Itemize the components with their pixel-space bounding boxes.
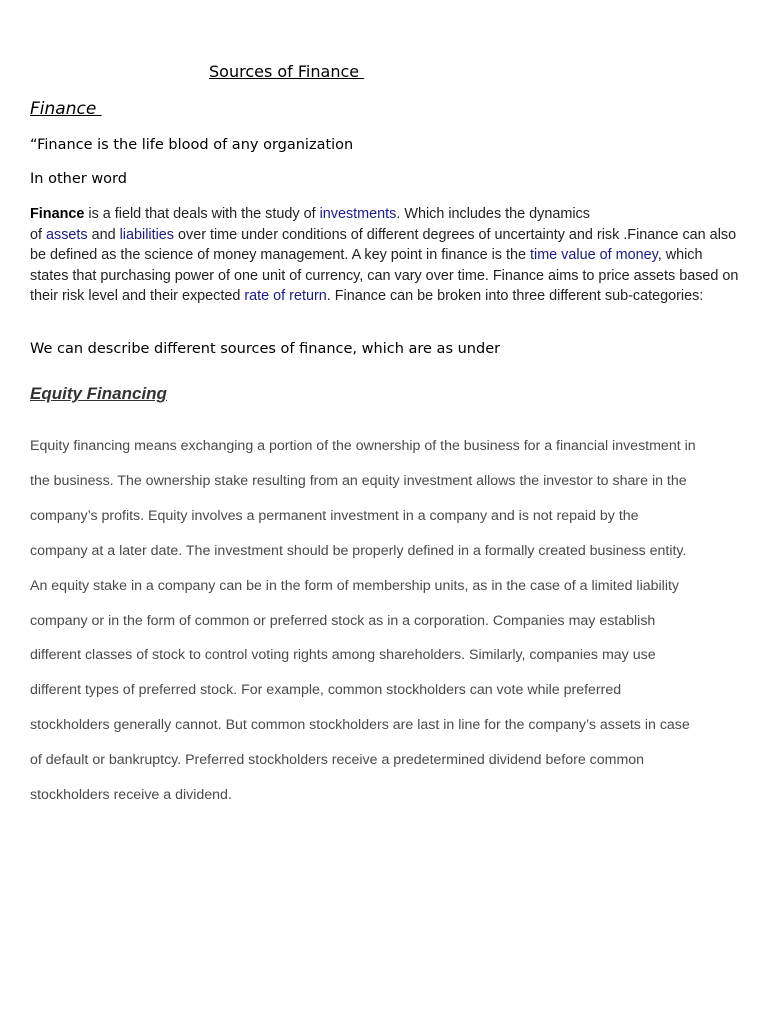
definition-text: . Which includes the dynamics bbox=[396, 206, 590, 222]
paragraph-line: different types of preferred stock. For example, common stockholders can vote while preferred bbox=[30, 682, 622, 699]
assets-link[interactable]: assets bbox=[46, 226, 88, 243]
investments-link[interactable]: investments bbox=[319, 206, 397, 222]
definition-text: of bbox=[30, 226, 46, 243]
equity-financing-heading: Equity Financing bbox=[30, 384, 167, 403]
paragraph-line: Equity financing means exchanging a portion of the ownership of the business for a financial investment in bbox=[30, 438, 696, 454]
paragraph-line: An equity stake in a company can be in the form of membership units, as in the case of a limited liability bbox=[30, 577, 680, 594]
document-title: Sources of Finance bbox=[209, 62, 365, 81]
time-value-of-money-link[interactable]: time value of money bbox=[530, 247, 658, 264]
definition-text: and bbox=[87, 226, 120, 243]
definition-text: , which states that purchasing power of one unit of currency, can vary over time. Finance aims to price assets based on their risk level and their expected bbox=[30, 247, 739, 305]
sources-intro-line: We can describe different sources of finance, which are as under bbox=[30, 341, 501, 357]
quote-line: “Finance is the life blood of any organization bbox=[30, 137, 354, 153]
paragraph-line: stockholders generally cannot. But common stockholders are last in line for the company’s assets in case bbox=[30, 717, 690, 734]
paragraph-line: different classes of stock to control voting rights among shareholders. Similarly, companies may use bbox=[30, 647, 656, 664]
definition-text: over time under conditions of different degrees of uncertainty and risk .Finance can also be defined as the science of money management. A key point in finance is the bbox=[30, 226, 737, 264]
paragraph-line: stockholders receive a dividend. bbox=[30, 787, 232, 804]
paragraph-line: the business. The ownership stake resulting from an equity investment allows the investor to share in the bbox=[30, 472, 687, 489]
equity-financing-paragraph bbox=[30, 429, 742, 813]
liabilities-link[interactable]: liabilities bbox=[119, 226, 174, 243]
paragraph-line: company’s profits. Equity involves a permanent investment in a company and is not repaid by the bbox=[30, 507, 639, 524]
paragraph-line: company or in the form of common or preferred stock as in a corporation. Companies may establish bbox=[30, 612, 656, 629]
finance-definition-paragraph bbox=[30, 204, 742, 307]
paragraph-line: of default or bankruptcy. Preferred stockholders receive a predetermined dividend before common bbox=[30, 752, 645, 769]
paragraph-line: company at a later date. The investment should be properly defined in a formally created business entity. bbox=[30, 542, 687, 559]
rate-of-return-link[interactable]: rate of return bbox=[244, 288, 327, 305]
definition-text: is a field that deals with the study of bbox=[84, 206, 320, 222]
other-word-line: In other word bbox=[30, 171, 127, 187]
finance-term: Finance bbox=[30, 206, 85, 222]
finance-heading: Finance bbox=[30, 99, 102, 119]
definition-text: . Finance can be broken into three different sub-categories: bbox=[326, 288, 704, 305]
